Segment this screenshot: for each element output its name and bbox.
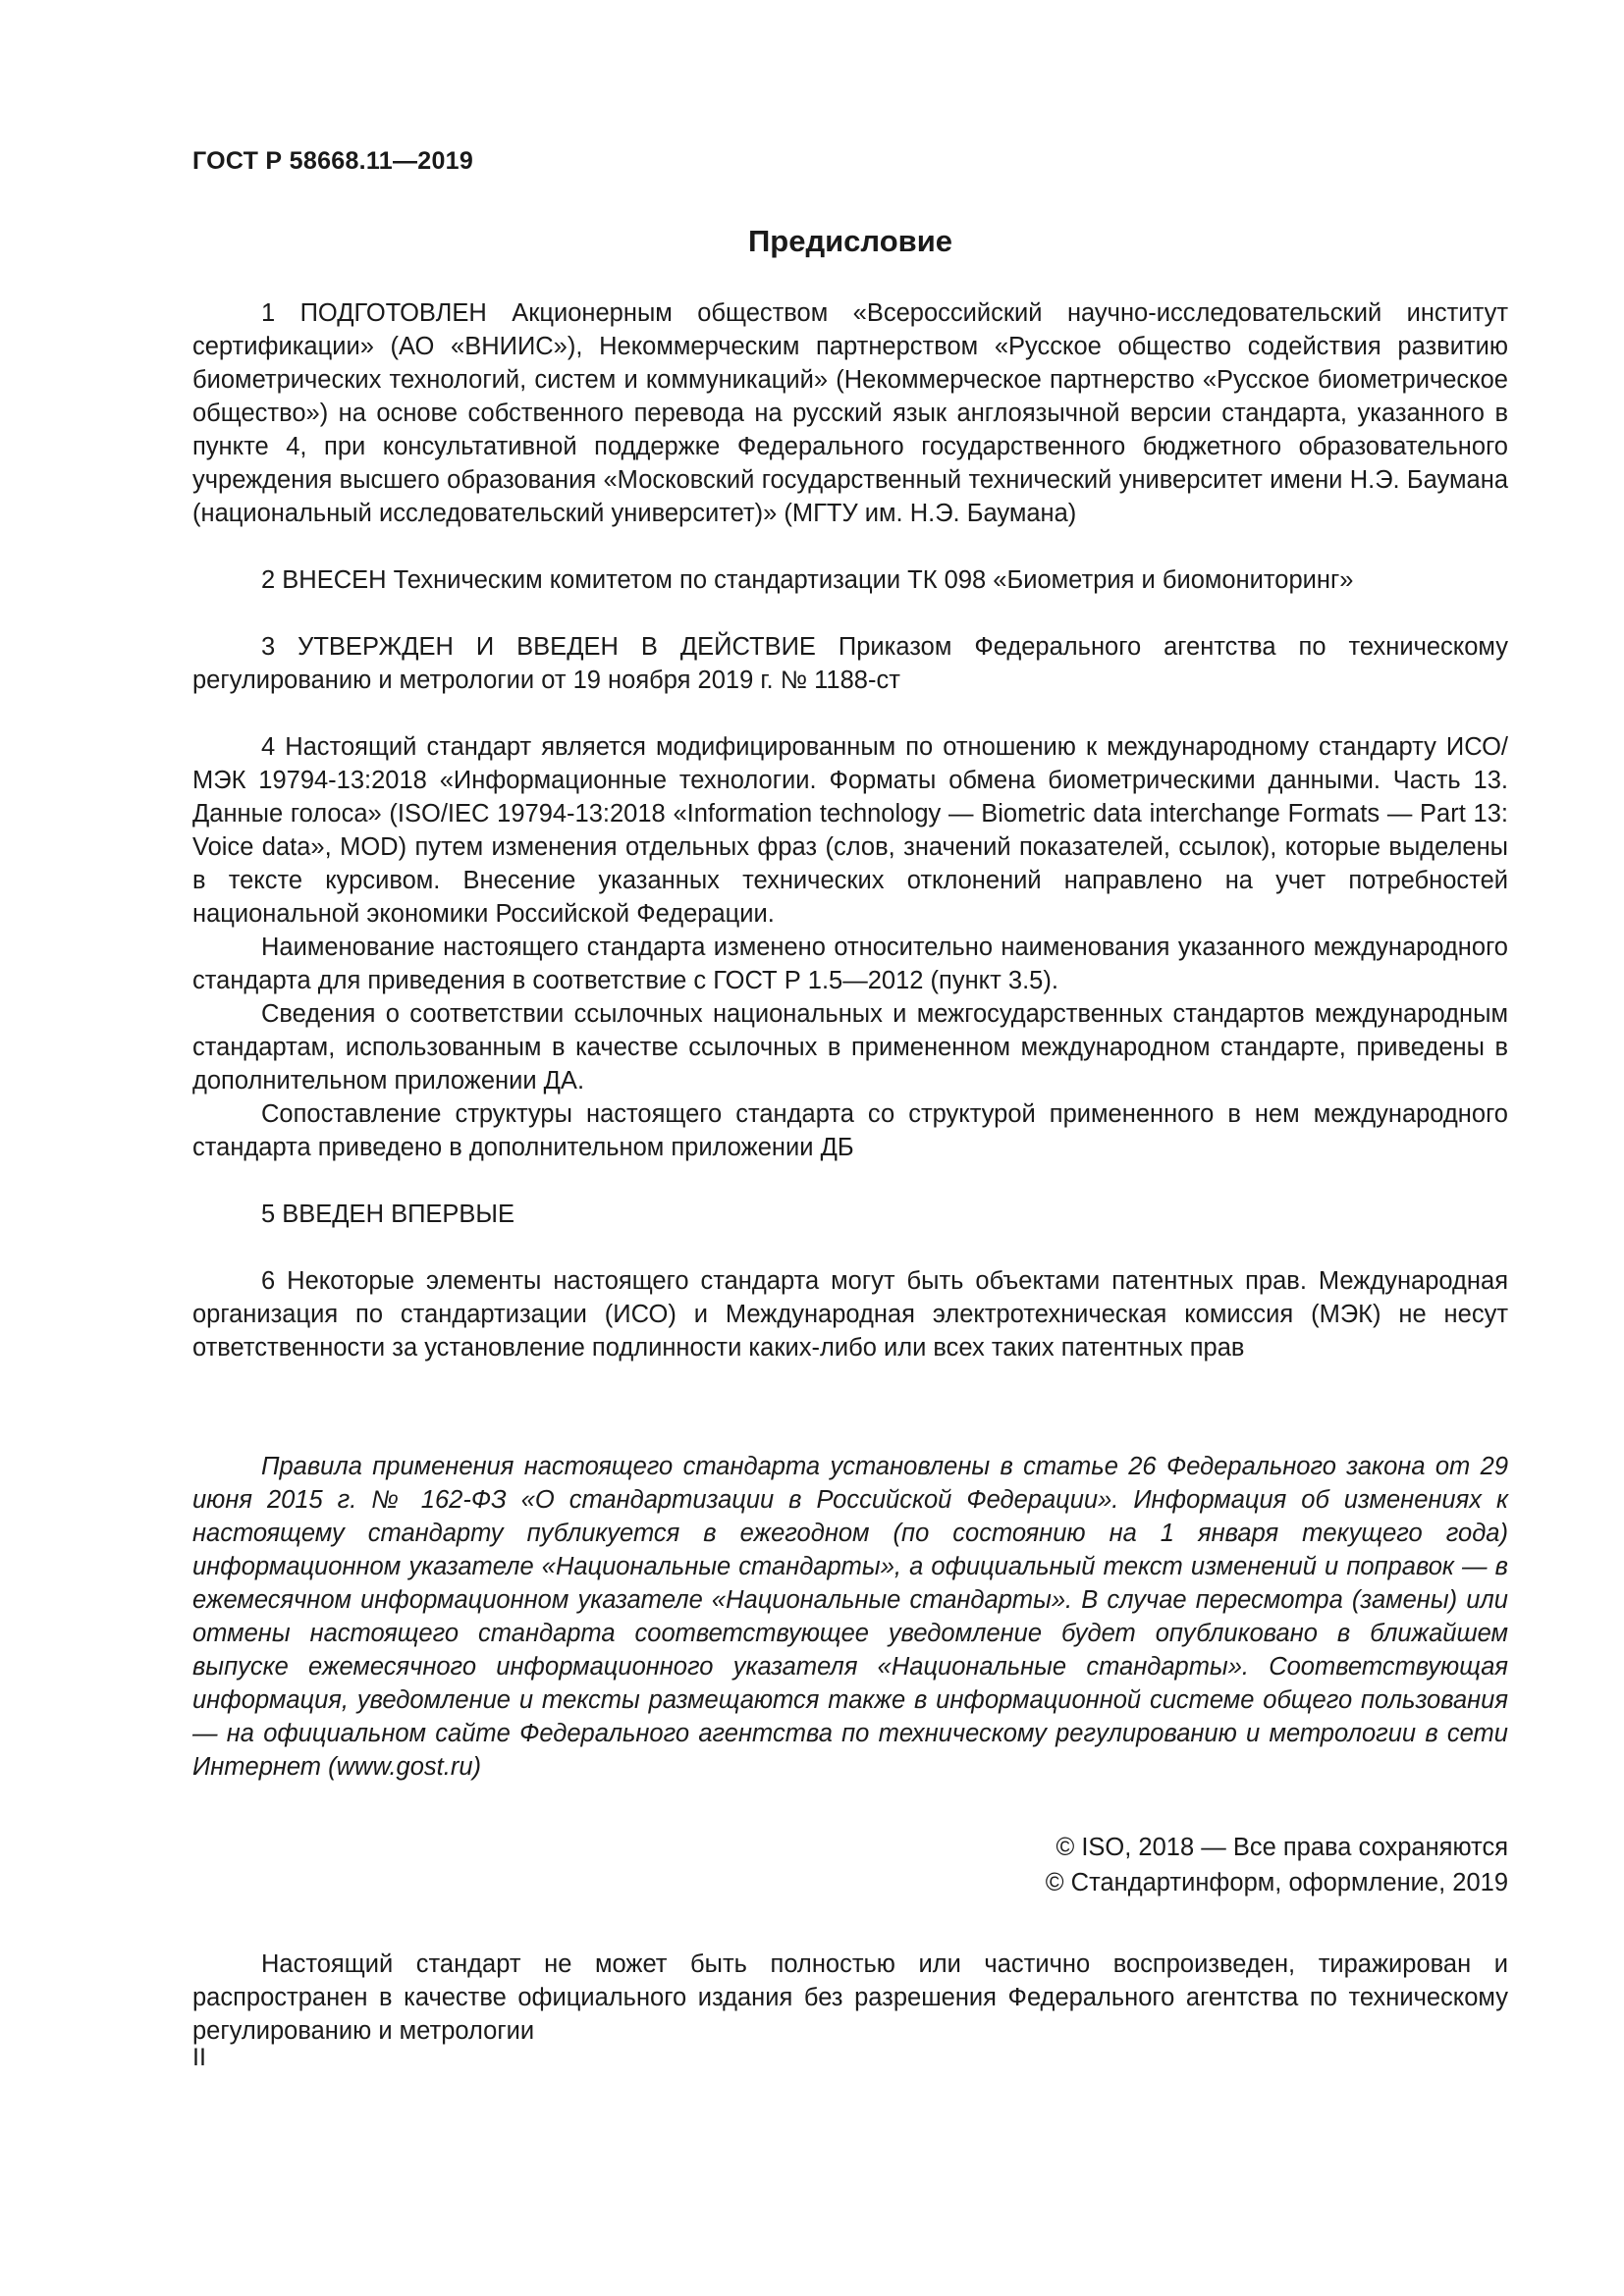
standard-application-notice [192, 1450, 1508, 1784]
reproduction-notice-text: Настоящий стандарт не может быть полностью или частично воспроизведен, тиражирован и распространен в качестве официального издания без разрешения Федерального агентства по техническому регулированию и метрологии [192, 1950, 1508, 2045]
document-number-header: ГОСТ Р 58668.11—2019 [192, 147, 474, 175]
document-page [192, 0, 1508, 2296]
copyright-publisher: © Стандартинформ, оформление, 2019 [1045, 1869, 1508, 1896]
foreword-item-5-first-introduced: 5 ВВЕДЕН ВПЕРВЫЕ [261, 1201, 515, 1228]
foreword-item-4-modified: 4 Настоящий стандарт является модифицированным по отношению к международному стандарту ИСО/МЭК 19794-13:2018 «Информационные технологии. Форматы обмена биометрическими данными. Часть 13. Данные голоса» (ISO/IEC 19794-13:2018 «Information technology — Biometric data interchange Formats — Part 13: Voice data», MOD) путем изменения отдельных фраз (слов, значений показателей, ссылок), которые выделены в тексте курсивом. Внесение указанных технических отклонений направлено на учет потребностей национальной экономики Российской Федерации. [192, 733, 1508, 928]
page-number: II [192, 2044, 206, 2071]
foreword-item-2-introduced: 2 ВНЕСЕН Техническим комитетом по стандартизации ТК 098 «Биометрия и биомониторинг» [261, 566, 1354, 594]
foreword-item-3-approved: 3 УТВЕРЖДЕН И ВВЕДЕН В ДЕЙСТВИЕ Приказом Федерального агентства по техническому регулированию и метрологии от 19 ноября 2019 г. № 1188-ст [192, 633, 1508, 694]
page-title: Предисловие [747, 224, 952, 258]
foreword-item-6-patents: 6 Некоторые элементы настоящего стандарта могут быть объектами патентных прав. Международная организация по стандартизации (ИСО) и Международная электротехническая комиссия (МЭК) не несут ответственности за установление подлинности каких-либо или всех таких патентных прав [192, 1267, 1508, 1362]
foreword-item-4-structure: Сопоставление структуры настоящего стандарта со структурой примененного в нем международного стандарта приведено в дополнительном приложении ДБ [192, 1100, 1508, 1161]
reproduction-notice [192, 1948, 1508, 2048]
foreword-body [192, 296, 1508, 1364]
notice-text: Правила применения настоящего стандарта установлены в статье 26 Федерального закона от 29 июня 2015 г. № 162-ФЗ «О стандартизации в Российской Федерации». Информация об изменениях к настоящему стандарту публикуется в ежегодном (по состоянию на 1 января текущего года) информационном указателе «Национальные стандарты», а официальный текст изменений и поправок — в ежемесячном информационном указателе «Национальные стандарты». В случае пересмотра (замены) или отмены настоящего стандарта соответствующее уведомление будет опубликовано в ближайшем выпуске ежемесячного информационного указателя «Национальные стандарты». Соответствующая информация, уведомление и тексты размещаются также в информационной системе общего пользования — на официальном сайте Федерального агентства по техническому регулированию и метрологии в сети Интернет (www.gost.ru) [192, 1453, 1508, 1781]
foreword-item-1-prepared: 1 ПОДГОТОВЛЕН Акционерным обществом «Всероссийский научно-исследовательский институт сертификации» (АО «ВНИИС»), Некоммерческим партнерством «Русское общество содействия развитию биометрических технологий, систем и коммуникаций» (Некоммерческое партнерство «Русское биометрическое общество») на основе собственного перевода на русский язык англоязычной версии стандарта, указанного в пункте 4, при консультативной поддержке Федерального государственного бюджетного образовательного учреждения высшего образования «Московский государственный технический университет имени Н.Э. Баумана (национальный исследовательский университет)» (МГТУ им. Н.Э. Баумана) [192, 299, 1508, 527]
copyright-block [1046, 1830, 1508, 1900]
copyright-iso: © ISO, 2018 — Все права сохраняются [1056, 1834, 1508, 1861]
foreword-item-4-title-change: Наименование настоящего стандарта изменено относительно наименования указанного международного стандарта для приведения в соответствие с ГОСТ Р 1.5—2012 (пункт 3.5). [192, 934, 1508, 994]
foreword-item-4-references: Сведения о соответствии ссылочных национальных и межгосударственных стандартов международным стандартам, использованным в качестве ссылочных в примененном международном стандарте, приведены в дополнительном приложении ДА. [192, 1000, 1508, 1095]
